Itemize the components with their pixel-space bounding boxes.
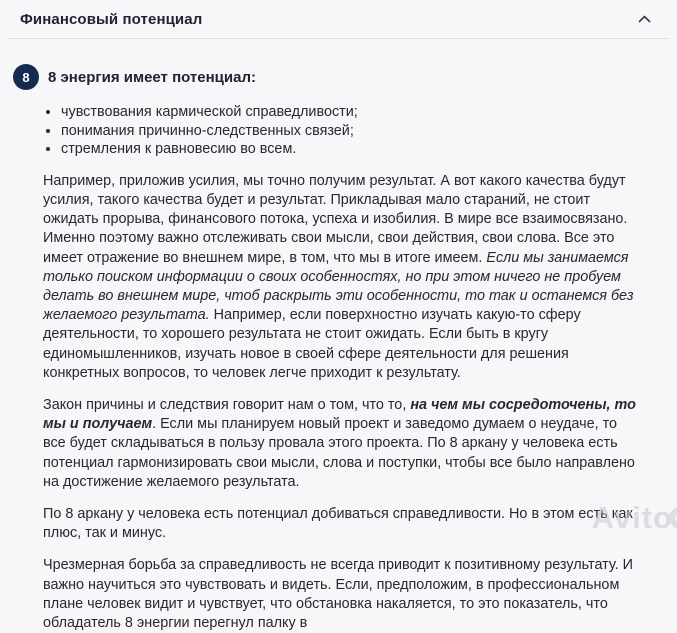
bullet-list	[46, 103, 640, 159]
bullet-item: • понимания причинно-следственных связей;	[61, 122, 640, 141]
paragraphs	[43, 172, 640, 633]
avito-watermark-text: Avito	[591, 500, 673, 535]
paragraph-segment: Например, приложив усилия, мы точно получим результат. А вот какого качества будут усилия, такого качества будет и результат. Прикладывая мало стараний, не стоит ожидать прорыва, финансового потока, успеха и изобилия. В мире все взаимосвязано. Именно поэтому важно отслеживать свои мысли, свои действия, свои слова. Все это имеет отражение во внешнем мире, в том, что мы в итоге имеем.	[43, 172, 628, 266]
paragraph-segment: Закон причины и следствия говорит нам о том, что то,	[43, 397, 411, 414]
bullet-item: • чувствования кармической справедливости;	[61, 103, 640, 122]
energy-number-badge: 8	[13, 64, 39, 90]
paragraph-segment: По 8 аркану у человека есть потенциал добиваться справедливости. Но в этом есть как плюс, так и минус.	[43, 506, 633, 542]
accordion-header[interactable]	[0, 0, 677, 38]
section-heading-row	[13, 64, 640, 90]
section-heading: 8 энергия имеет потенциал:	[48, 68, 256, 86]
paragraph-segment: на чем мы сосредоточены, то мы и получаем	[43, 397, 636, 433]
accordion-title: Финансовый потенциал	[20, 10, 203, 28]
paragraph	[43, 556, 640, 633]
paragraph-segment: . Если мы планируем новый проект и заведомо думаем о неудаче, то все будет складываться в пользу провала этого проекта. По 8 аркану у человека есть потенциал гармонизировать свои мысли, слова и поступки, чтобы все было направлено на достижение желаемого результата.	[43, 416, 635, 490]
paragraph	[43, 396, 640, 492]
chevron-up-icon[interactable]	[638, 15, 651, 23]
paragraph-segment: Например, если поверхностно изучать какую-то сферу деятельности, то хорошего результата не стоит ожидать. Если быть в кругу единомышленников, изучать новое в своей сфере деятельности для решения конкретных вопросов, то человек легче приходит к результату.	[43, 307, 581, 381]
section-content	[0, 39, 677, 633]
paragraph	[43, 172, 640, 383]
bullet-item: • стремления к равновесию во всем.	[61, 140, 640, 159]
paragraph	[43, 505, 640, 543]
paragraph-segment: Чрезмерная борьба за справедливость не всегда приводит к позитивному результату. И важно научиться это чувствовать и видеть. Если, предположим, в профессиональном плане человек видит и чувствует, что обстановка накаляется, то это показатель, что обладатель 8 энергии перегнул палку в	[43, 557, 633, 632]
paragraph-segment: Если мы занимаемся только поиском информации о своих особенностях, но при этом ничего не пробуем делать во внешнем мире, чтоб раскрыть эти особенности, то так и останемся без желаемого результата.	[43, 249, 634, 324]
